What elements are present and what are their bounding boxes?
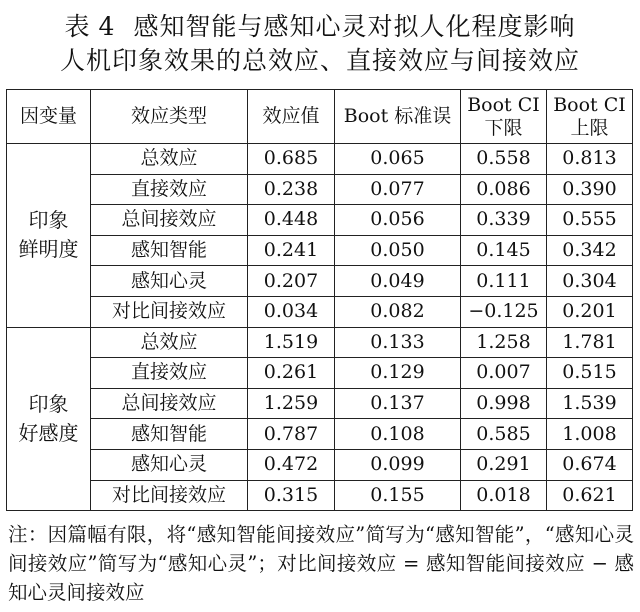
- header-effect-value: 效应值: [248, 90, 335, 144]
- effect-value-cell: 1.259: [248, 388, 335, 419]
- header-row: [7, 90, 633, 144]
- dv-label-line2: 好感度: [18, 420, 79, 445]
- effect-value-cell: 0.241: [248, 235, 335, 266]
- table-row: [7, 174, 633, 205]
- dv-label-line1: 印象: [28, 391, 69, 416]
- ci-upper-cell: 1.781: [547, 327, 633, 358]
- effect-value-cell: 0.472: [248, 449, 335, 480]
- ci-upper-cell: 0.201: [547, 296, 633, 327]
- effect-type-cell: 感知心灵: [91, 449, 248, 480]
- header-ci-lower-line1: Boot CI: [467, 93, 540, 116]
- effect-value-cell: 0.207: [248, 266, 335, 297]
- effect-value-cell: 0.448: [248, 205, 335, 236]
- header-effect-type: 效应类型: [91, 90, 248, 144]
- effect-type-cell: 感知智能: [91, 419, 248, 450]
- table-row: [7, 449, 633, 480]
- header-dv: 因变量: [7, 90, 91, 144]
- table-row: [7, 480, 633, 511]
- effect-type-cell: 感知心灵: [91, 266, 248, 297]
- effect-type-cell: 总间接效应: [91, 388, 248, 419]
- ci-lower-cell: 0.145: [461, 235, 547, 266]
- boot-se-cell: 0.108: [335, 419, 461, 450]
- title-text-line1: 感知智能与感知心灵对拟人化程度影响: [133, 12, 576, 41]
- header-ci-upper-line1: Boot CI: [553, 93, 626, 116]
- effect-type-cell: 直接效应: [91, 174, 248, 205]
- ci-lower-cell: 1.258: [461, 327, 547, 358]
- boot-se-cell: 0.065: [335, 144, 461, 175]
- ci-upper-cell: 0.342: [547, 235, 633, 266]
- effect-type-cell: 对比间接效应: [91, 480, 248, 511]
- ci-upper-cell: 0.555: [547, 205, 633, 236]
- header-ci-upper: [547, 90, 633, 144]
- ci-lower-cell: 0.998: [461, 388, 547, 419]
- effect-value-cell: 0.034: [248, 296, 335, 327]
- table-row: [7, 205, 633, 236]
- ci-lower-cell: 0.339: [461, 205, 547, 236]
- ci-upper-cell: 1.539: [547, 388, 633, 419]
- table-row: [7, 388, 633, 419]
- dependent-variable-cell: [7, 327, 91, 511]
- ci-lower-cell: 0.111: [461, 266, 547, 297]
- boot-se-cell: 0.077: [335, 174, 461, 205]
- ci-upper-cell: 0.813: [547, 144, 633, 175]
- table-row: [7, 266, 633, 297]
- table-row: [7, 327, 633, 358]
- header-ci-lower-line2: 下限: [484, 116, 523, 139]
- boot-se-cell: 0.129: [335, 358, 461, 389]
- ci-upper-cell: 0.390: [547, 174, 633, 205]
- boot-se-cell: 0.049: [335, 266, 461, 297]
- table-row: [7, 235, 633, 266]
- ci-upper-cell: 0.674: [547, 449, 633, 480]
- table-title-line2: 人机印象效果的总效应、直接效应与间接效应: [59, 46, 580, 75]
- table-row: [7, 358, 633, 389]
- header-boot-se: Boot 标准误: [335, 90, 461, 144]
- table-row: [7, 419, 633, 450]
- boot-se-cell: 0.137: [335, 388, 461, 419]
- table-title-line1: [0, 12, 640, 42]
- dependent-variable-cell: [7, 144, 91, 328]
- dv-label-line2: 鲜明度: [18, 237, 79, 262]
- boot-se-cell: 0.099: [335, 449, 461, 480]
- table-number: 4: [98, 12, 116, 41]
- ci-upper-cell: 0.621: [547, 480, 633, 511]
- ci-lower-cell: −0.125: [461, 296, 547, 327]
- boot-se-cell: 0.133: [335, 327, 461, 358]
- boot-se-cell: 0.155: [335, 480, 461, 511]
- ci-lower-cell: 0.585: [461, 419, 547, 450]
- table-body: [7, 144, 633, 511]
- table-label: 表: [64, 12, 91, 41]
- dv-label-line1: 印象: [28, 208, 69, 233]
- table-footnote: 注：因篇幅有限，将“感知智能间接效应”简写为“感知智能”，“感知心灵间接效应”简写为“感知心灵”；对比间接效应 = 感知智能间接效应 − 感知心灵间接效应: [8, 523, 634, 604]
- effect-type-cell: 感知智能: [91, 235, 248, 266]
- ci-lower-cell: 0.086: [461, 174, 547, 205]
- effect-value-cell: 0.685: [248, 144, 335, 175]
- effect-value-cell: 1.519: [248, 327, 335, 358]
- boot-se-cell: 0.056: [335, 205, 461, 236]
- ci-lower-cell: 0.558: [461, 144, 547, 175]
- table-row: [7, 296, 633, 327]
- ci-upper-cell: 0.304: [547, 266, 633, 297]
- effect-type-cell: 总间接效应: [91, 205, 248, 236]
- effect-type-cell: 对比间接效应: [91, 296, 248, 327]
- ci-upper-cell: 1.008: [547, 419, 633, 450]
- boot-se-cell: 0.050: [335, 235, 461, 266]
- ci-lower-cell: 0.291: [461, 449, 547, 480]
- boot-se-cell: 0.082: [335, 296, 461, 327]
- header-ci-upper-line2: 上限: [570, 116, 609, 139]
- effect-type-cell: 总效应: [91, 327, 248, 358]
- effect-value-cell: 0.787: [248, 419, 335, 450]
- ci-lower-cell: 0.007: [461, 358, 547, 389]
- effect-value-cell: 0.238: [248, 174, 335, 205]
- table-row: [7, 144, 633, 175]
- ci-upper-cell: 0.515: [547, 358, 633, 389]
- header-ci-lower: [461, 90, 547, 144]
- effects-table: [6, 89, 633, 511]
- effect-value-cell: 0.261: [248, 358, 335, 389]
- effect-type-cell: 直接效应: [91, 358, 248, 389]
- effect-value-cell: 0.315: [248, 480, 335, 511]
- effect-type-cell: 总效应: [91, 144, 248, 175]
- ci-lower-cell: 0.018: [461, 480, 547, 511]
